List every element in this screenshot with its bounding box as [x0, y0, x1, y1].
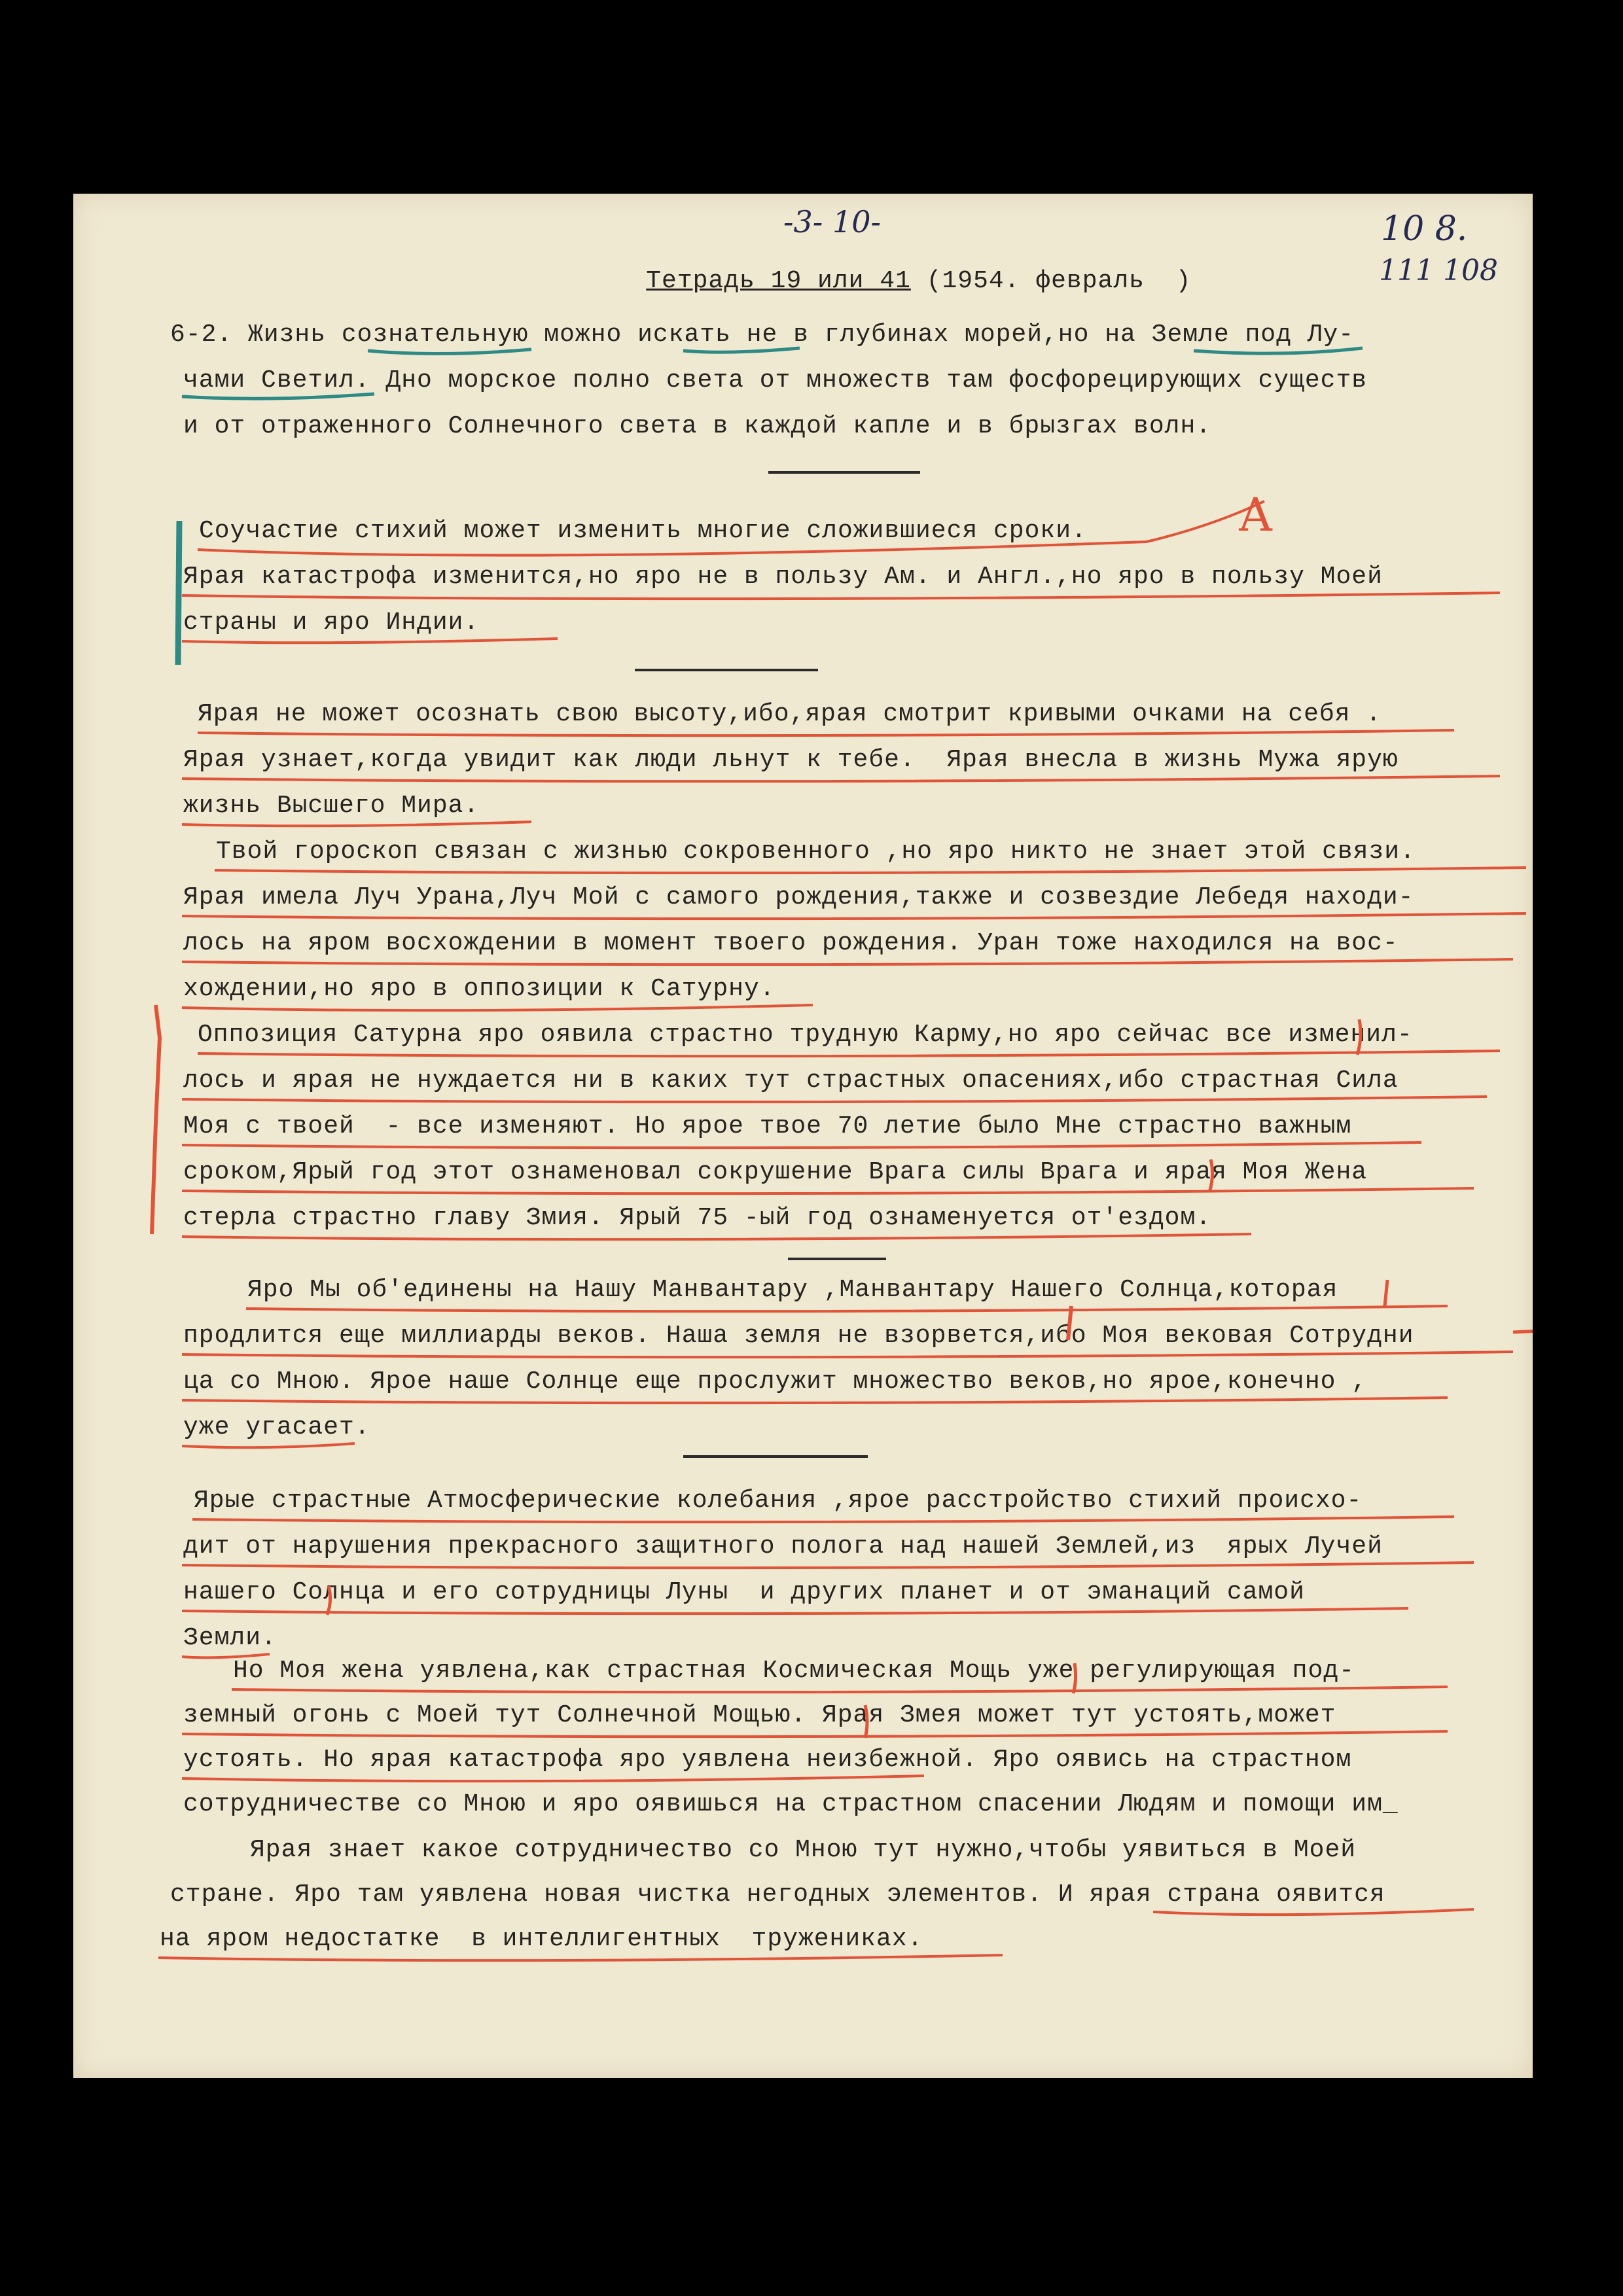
separator-line: [683, 1455, 868, 1458]
text-line: Твой гороскоп связан с жизнью сокровенного ,но яро никто не знает этой связи.: [216, 838, 1416, 866]
red-underline: [182, 822, 531, 826]
handwritten-page-numbers: -3- 10-: [783, 204, 882, 239]
separator-line: [635, 669, 818, 671]
text-line: 6-2. Жизнь сознательную можно искать не в глубинах морей,но на Земле под Лу-: [170, 321, 1355, 349]
handwritten-corner-number-top: 10 8.: [1381, 209, 1468, 249]
text-line: устоять. Но ярая катастрофа яро уявлена неизбежной. Яро оявись на страстном: [183, 1746, 1352, 1774]
red-underline: [182, 1776, 924, 1781]
text-line: Ярая знает какое сотрудничество со Мною тут нужно,чтобы уявиться в Моей: [250, 1836, 1357, 1864]
text-line: земный огонь с Моей тут Солнечной Мощью. Ярая Змея может тут устоять,может: [183, 1701, 1336, 1729]
text-line: и от отраженного Солнечного света в каждой капле и в брызгах волн.: [183, 412, 1212, 440]
notebook-title-date: (1954. февраль ): [910, 267, 1192, 295]
red-underline: [182, 1234, 1251, 1239]
separator-line: [768, 471, 920, 474]
notebook-title: [584, 238, 1191, 325]
red-underline: [182, 959, 1513, 964]
notebook-title-underlined: Тетрадь 19 или 41: [646, 267, 911, 295]
document-page: [73, 194, 1533, 2078]
red-underline: [182, 1188, 1474, 1193]
text-line: лось и ярая не нуждается ни в каких тут страстных опасениях,ибо страстная Сила: [183, 1067, 1399, 1095]
text-line: дит от нарушения прекрасного защитного полога над нашей Землей,из ярых Лучей: [183, 1532, 1383, 1561]
teal-margin-bar: [178, 521, 179, 665]
red-underline: [182, 593, 1500, 599]
text-line: Ярая катастрофа изменится,но яро не в пользу Ам. и Англ.,но яро в пользу Моей: [183, 563, 1383, 591]
text-line: Земли.: [183, 1624, 277, 1652]
text-line: Оппозиция Сатурна яро оявила страстно трудную Карму,но яро сейчас все изменил-: [198, 1021, 1413, 1049]
text-line: Моя с твоей - все изменяют. Но ярое твое 70 летие было Мне страстно важным: [183, 1112, 1352, 1140]
red-underline: [182, 1563, 1474, 1568]
red-underline: [182, 1097, 1487, 1102]
text-line: сроком,Ярый год этот ознаменовал сокрушение Врага силы Врага и ярая Моя Жена: [183, 1158, 1368, 1186]
text-line: на яром недостатке в интеллигентных тружениках.: [160, 1925, 923, 1953]
text-line: нашего Солнца и его сотрудницы Луны и других планет и от эманаций самой: [183, 1578, 1305, 1606]
red-underline: [1153, 1909, 1474, 1915]
red-margin-bracket: [152, 1005, 160, 1234]
text-line: хождении,но яро в оппозиции к Сатурну.: [183, 975, 776, 1003]
red-margin-letter: А: [1238, 488, 1274, 542]
separator-line: [788, 1258, 886, 1260]
red-underline: [182, 913, 1526, 919]
text-line: стране. Яро там уявлена новая чистка негодных элементов. И ярая страна оявится: [170, 1881, 1385, 1909]
text-line: страны и яро Индии.: [183, 609, 480, 637]
red-tick-mark: [1385, 1280, 1387, 1306]
red-underline: [182, 1443, 355, 1447]
red-underline: [182, 1352, 1513, 1357]
text-line: стерла страстно главу Змия. Ярый 75 -ый год ознаменуется от'ездом.: [183, 1204, 1212, 1232]
text-line: Соучастие стихий может изменить многие сложившиеся сроки.: [199, 517, 1087, 545]
red-underline: [232, 1687, 1448, 1692]
red-underline: [182, 1608, 1408, 1614]
text-line: чами Светил. Дно морское полно света от множеств там фосфорецирующих существ: [183, 366, 1368, 395]
text-line: Яро Мы об'единены на Нашу Манвантару ,Манвантару Нашего Солнца,которая: [247, 1276, 1338, 1304]
text-line: Ярые страстные Атмосферические колебания ,ярое расстройство стихий происхо-: [194, 1487, 1363, 1515]
handwritten-corner-number-bottom: 111 108: [1379, 254, 1498, 287]
text-line: Ярая имела Луч Урана,Луч Мой с самого рождения,также и созвездие Лебедя находи-: [183, 883, 1414, 911]
red-underline: [182, 776, 1500, 781]
text-line: лось на яром восхождении в момент твоего рождения. Уран тоже находился на вос-: [183, 929, 1399, 957]
red-underline: [215, 868, 1526, 873]
red-underline: [158, 1955, 1003, 1960]
text-line: жизнь Высшего Мира.: [183, 792, 480, 820]
text-line: сотрудничестве со Мною и яро оявишься на страстном спасении Людям и помощи им_: [183, 1790, 1399, 1818]
text-line: Ярая узнает,когда увидит как люди льнут к тебе. Ярая внесла в жизнь Мужа ярую: [183, 746, 1399, 774]
red-underline: [182, 1005, 813, 1010]
red-underline: [182, 1398, 1448, 1403]
red-underline: [192, 1517, 1454, 1522]
text-line: Но Моя жена уявлена,как страстная Космическая Мощь уже регулирующая под-: [233, 1657, 1355, 1685]
red-tick-mark: [1513, 1331, 1533, 1332]
red-underline: [198, 1051, 1500, 1056]
red-underline: [198, 730, 1454, 735]
red-underline: [182, 1142, 1421, 1148]
text-line: ца со Мною. Ярое наше Солнце еще прослужит множество веков,но ярое,конечно ,: [183, 1368, 1368, 1396]
text-line: уже угасает.: [183, 1413, 370, 1441]
red-underline: [246, 1306, 1448, 1311]
teal-underline: [368, 349, 531, 354]
red-underline: [182, 1731, 1448, 1737]
text-line: Ярая не может осознать свою высоту,ибо,ярая смотрит кривыми очками на себя .: [198, 700, 1382, 728]
red-underline: [182, 639, 558, 643]
text-line: продлится еще миллиарды веков. Наша земля не взорвется,ибо Моя вековая Сотрудни: [183, 1322, 1414, 1350]
